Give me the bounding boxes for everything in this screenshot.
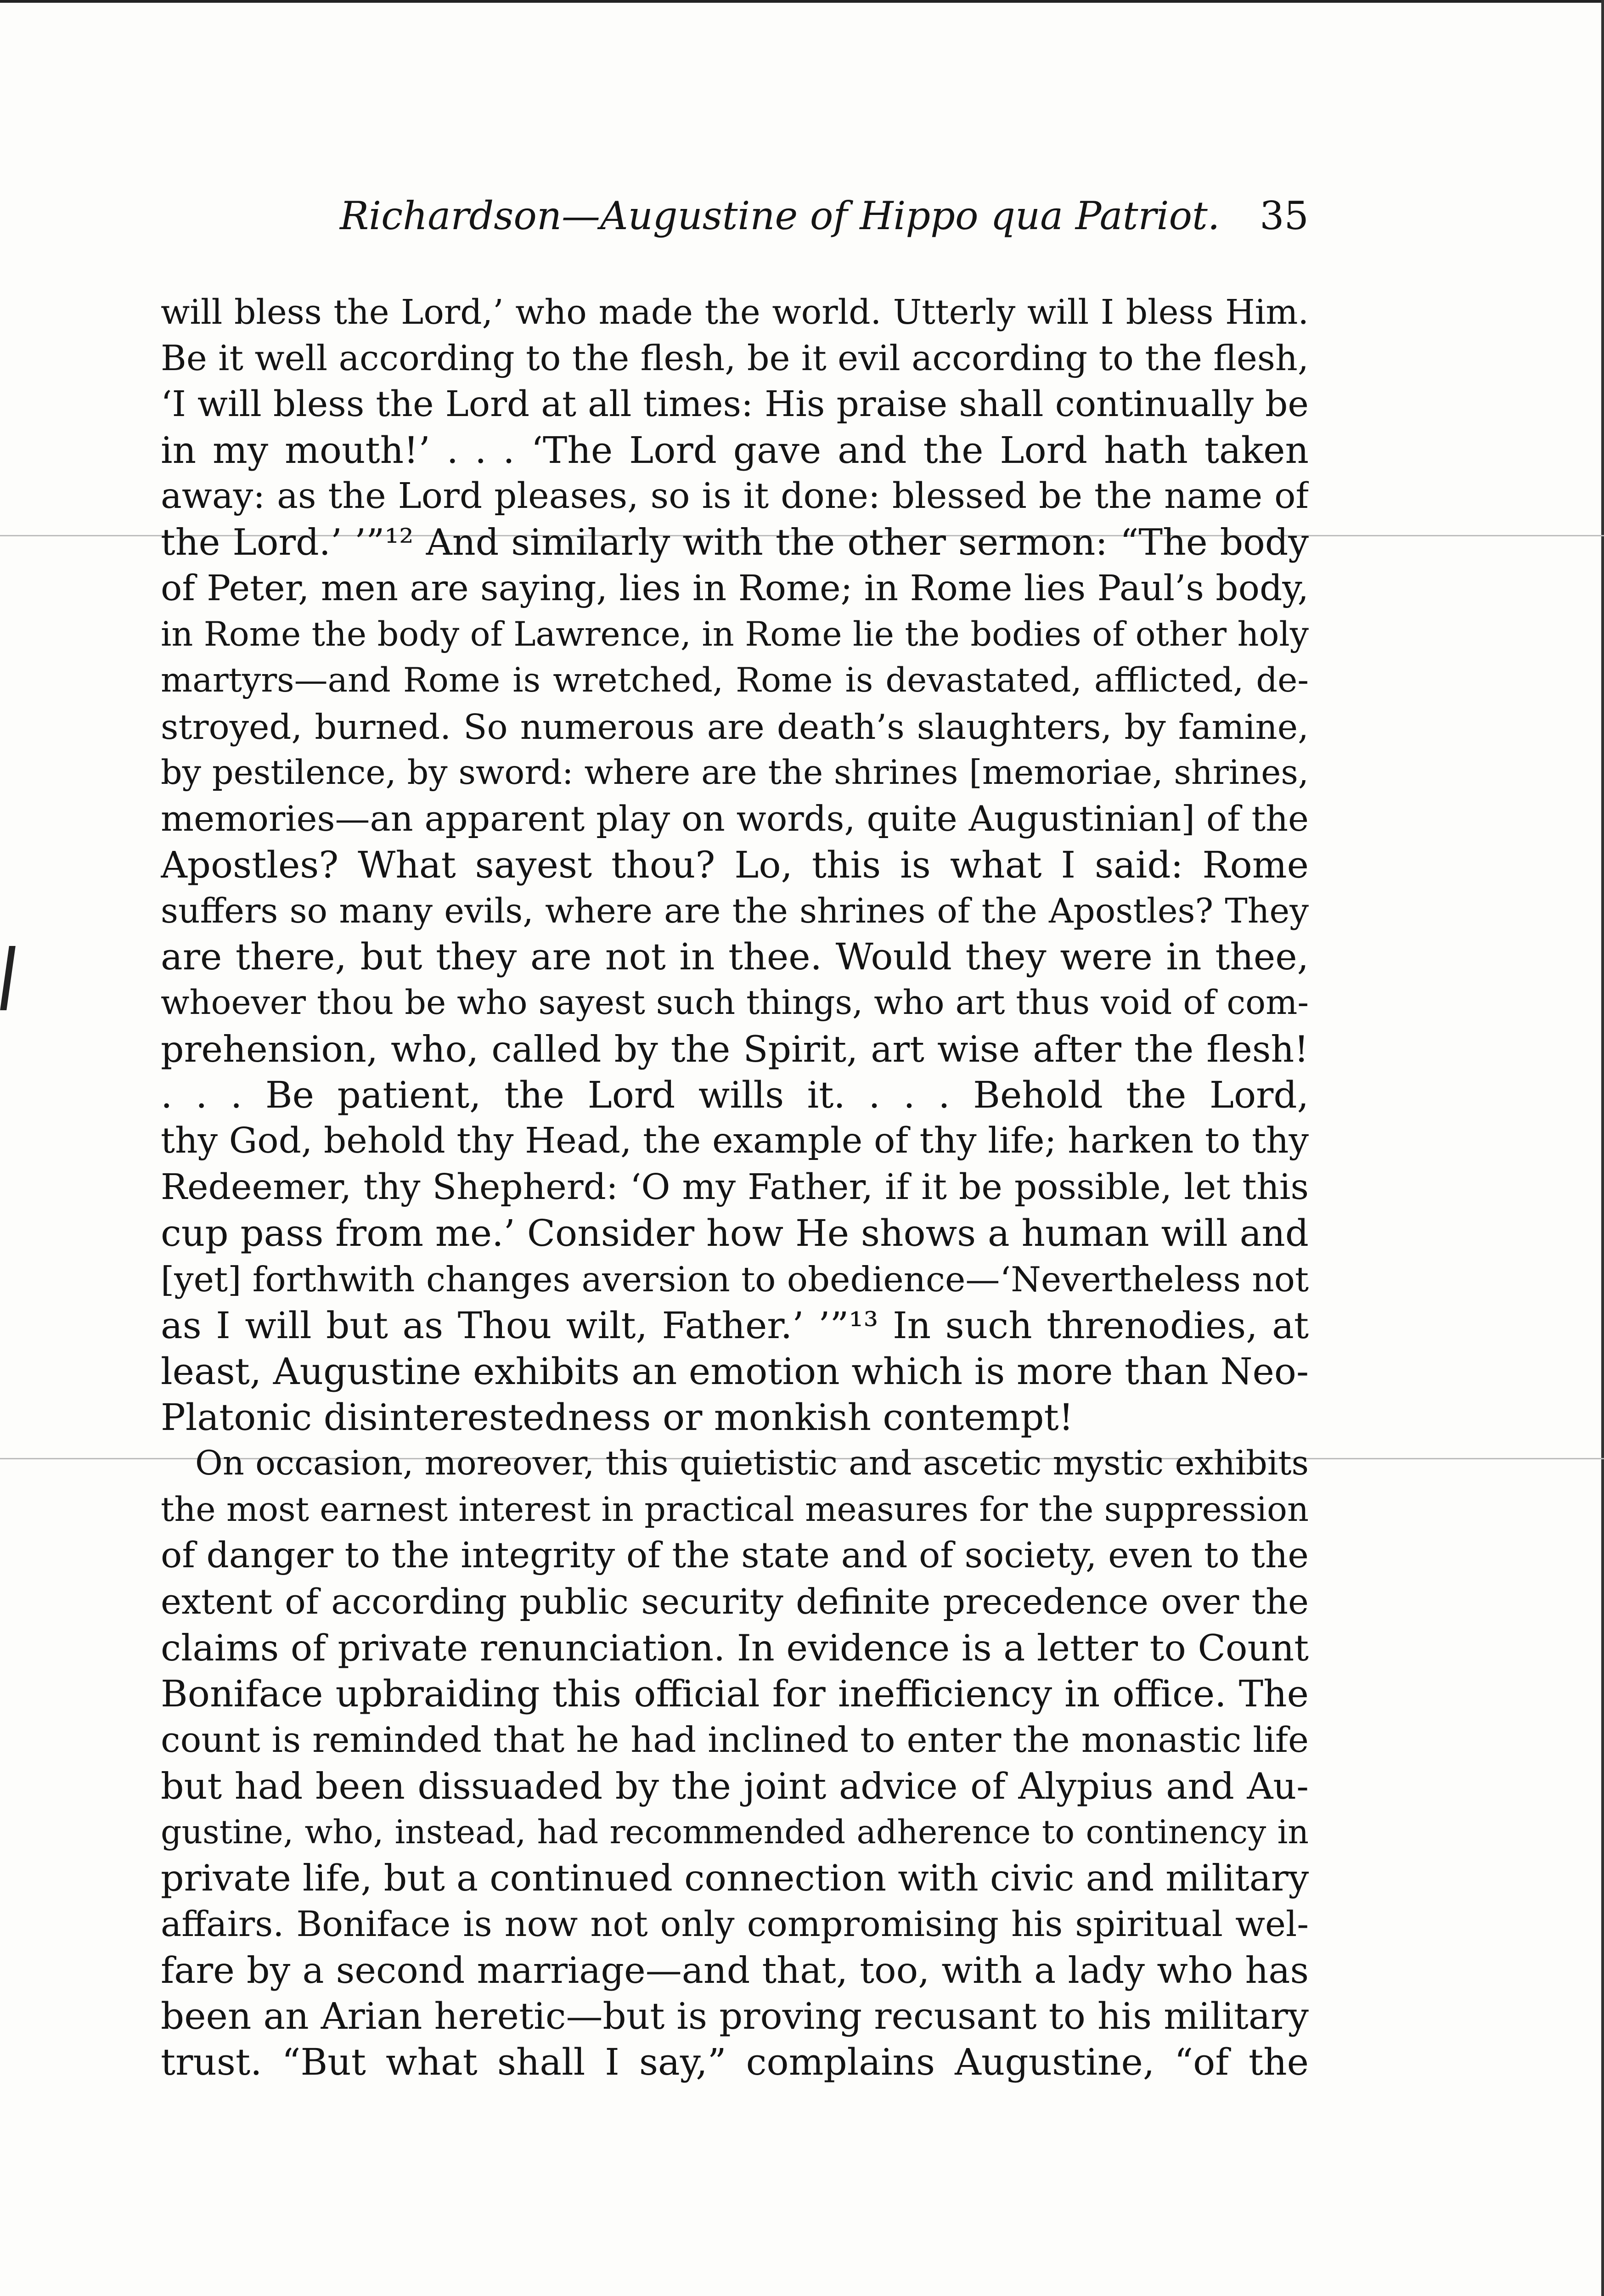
text-line: thy God, behold thy Head, the example of thy life; harken to thy [161, 1120, 1309, 1162]
text-line: Platonic disinterestedness or monkish contempt! [161, 1396, 1074, 1439]
running-title: Richardson—Augustine of Hippo qua Patriot. [340, 193, 1220, 238]
text-line: are there, but they are not in thee. Would they were in thee, [161, 935, 1309, 979]
page-edge-top [0, 0, 1604, 3]
text-line: in Rome the body of Lawrence, in Rome lie the bodies of other holy [161, 615, 1309, 654]
text-line: private life, but a continued connection with civic and military [161, 1857, 1309, 1900]
text-line: Redeemer, thy Shepherd: ‘O my Father, if it be possible, let this [161, 1166, 1309, 1208]
margin-mark [0, 946, 16, 1010]
text-line: claims of private renunciation. In evidence is a letter to Count [161, 1626, 1309, 1669]
text-line: ‘I will bless the Lord at all times: His praise shall continually be [161, 383, 1309, 425]
text-line: stroyed, burned. So numerous are death’s slaughters, by famine, [161, 706, 1309, 747]
text-line: will bless the Lord,’ who made the world. Utterly will I bless Him. [161, 293, 1309, 332]
running-head [161, 184, 1309, 248]
text-line: affairs. Boniface is now not only compromising his spiritual wel- [161, 1903, 1309, 1945]
text-line: Apostles? What sayest thou? Lo, this is what I said: Rome [161, 843, 1309, 886]
text-line: extent of according public security definite precedence over the [161, 1581, 1309, 1622]
text-line: gustine, who, instead, had recommended adherence to continency in [161, 1812, 1309, 1851]
text-line: of Peter, men are saying, lies in Rome; in Rome lies Paul’s body, [161, 568, 1309, 609]
text-line: Boniface upbraiding this official for inefficiency in office. The [161, 1672, 1309, 1715]
text-line: memories—an apparent play on words, quite Augustinian] of the [161, 798, 1309, 839]
text-line: [yet] forthwith changes aversion to obedience—‘Nevertheless not [161, 1259, 1309, 1300]
text-line: Be it well according to the flesh, be it evil according to the flesh, [161, 338, 1309, 379]
text-line: whoever thou be who sayest such things, who art thus void of com- [161, 983, 1309, 1023]
text-line: of danger to the integrity of the state and of society, even to the [161, 1535, 1309, 1576]
page-edge-right [1601, 0, 1604, 2296]
text-line: . . . Be patient, the Lord wills it. . . . Behold the Lord, [161, 1074, 1309, 1117]
text-line: suffers so many evils, where are the shrines of the Apostles? They [161, 891, 1309, 931]
text-line: as I will but as Thou wilt, Father.’ ’”¹³ In such threnodies, at [161, 1304, 1309, 1347]
text-line: least, Augustine exhibits an emotion which is more than Neo- [161, 1350, 1309, 1393]
text-line: fare by a second marriage—and that, too, with a lady who has [161, 1949, 1309, 1992]
page-number: 35 [1260, 193, 1309, 238]
text-line: the most earnest interest in practical measures for the suppression [161, 1490, 1309, 1529]
body-text [161, 289, 1309, 2086]
text-line: trust. “But what shall I say,” complains Augustine, “of the [161, 2041, 1309, 2084]
text-line: but had been dissuaded by the joint advice of Alypius and Au- [161, 1765, 1309, 1807]
text-line: count is reminded that he had inclined to enter the monastic life [161, 1719, 1309, 1761]
text-line: in my mouth!’ . . . ‘The Lord gave and the Lord hath taken [161, 428, 1309, 472]
text-line: prehension, who, called by the Spirit, art wise after the flesh! [161, 1028, 1309, 1070]
text-line: martyrs—and Rome is wretched, Rome is devastated, afflicted, de- [161, 661, 1309, 700]
text-line: away: as the Lord pleases, so is it done: blessed be the name of [161, 476, 1309, 517]
text-line: On occasion, moreover, this quietistic and ascetic mystic exhibits [195, 1444, 1309, 1483]
text-line: the Lord.’ ’”¹² And similarly with the other sermon: “The body [161, 521, 1309, 564]
text-line: cup pass from me.’ Consider how He shows a human will and [161, 1211, 1309, 1255]
text-line: been an Arian heretic—but is proving recusant to his military [161, 1994, 1309, 2037]
text-line: by pestilence, by sword: where are the shrines [memoriae, shrines, [161, 753, 1309, 792]
